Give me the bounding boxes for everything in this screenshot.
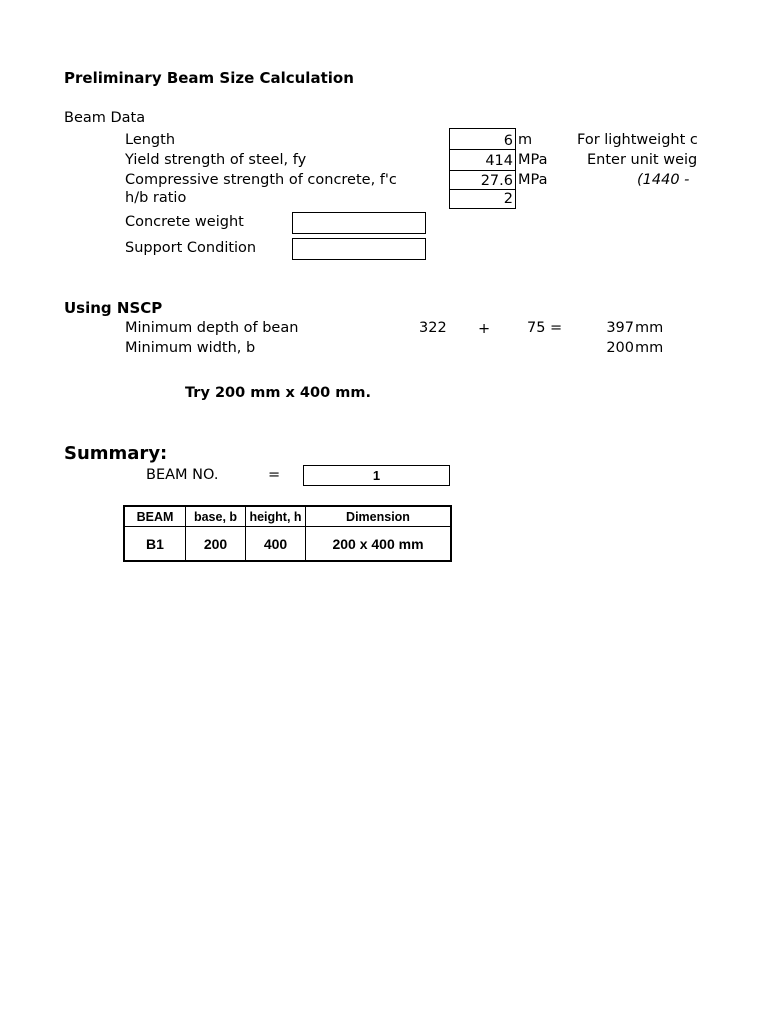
page-title: Preliminary Beam Size Calculation xyxy=(64,69,354,87)
beam-no-label: BEAM NO. xyxy=(146,467,219,483)
plus-sign: + xyxy=(478,321,491,337)
summary-heading: Summary: xyxy=(64,443,168,464)
length-unit: m xyxy=(518,132,533,148)
header-dimension: Dimension xyxy=(306,506,452,527)
fc-unit: MPa xyxy=(518,172,548,188)
concrete-weight-label: Concrete weight xyxy=(125,214,244,230)
length-input[interactable]: 6 xyxy=(449,128,516,150)
fy-unit: MPa xyxy=(518,152,548,168)
beam-no-input[interactable]: 1 xyxy=(303,465,450,486)
support-condition-dropdown[interactable] xyxy=(292,238,426,260)
fc-input[interactable]: 27.6 xyxy=(449,170,516,190)
min-depth-unit: mm xyxy=(635,320,664,336)
cell-height: 400 xyxy=(246,527,306,562)
unit-weight-note: Enter unit weig xyxy=(587,152,698,168)
min-depth-value-b: 75 = xyxy=(527,320,563,336)
min-width-label: Minimum width, b xyxy=(125,340,256,356)
length-label: Length xyxy=(125,132,176,148)
cell-beam-id: B1 xyxy=(124,527,186,562)
fc-label: Compressive strength of concrete, f'c xyxy=(125,172,397,188)
header-height: height, h xyxy=(246,506,306,527)
fy-label: Yield strength of steel, fy xyxy=(125,152,307,168)
cell-base: 200 xyxy=(186,527,246,562)
summary-table xyxy=(123,505,452,562)
header-beam: BEAM xyxy=(124,506,186,527)
unit-weight-range-note: (1440 - xyxy=(637,172,690,188)
hb-input[interactable]: 2 xyxy=(449,189,516,209)
min-depth-label: Minimum depth of bean xyxy=(125,320,299,336)
support-condition-label: Support Condition xyxy=(125,240,257,256)
min-depth-result: 397 xyxy=(606,320,634,336)
fy-input[interactable]: 414 xyxy=(449,149,516,171)
min-depth-value-a: 322 xyxy=(419,320,447,336)
hb-label: h/b ratio xyxy=(125,190,187,206)
try-size-text: Try 200 mm x 400 mm. xyxy=(185,385,371,401)
min-width-result: 200 xyxy=(606,340,634,356)
table-row xyxy=(124,527,451,562)
min-width-unit: mm xyxy=(635,340,664,356)
header-base: base, b xyxy=(186,506,246,527)
concrete-weight-dropdown[interactable] xyxy=(292,212,426,234)
nscp-heading: Using NSCP xyxy=(64,299,163,317)
lightweight-note: For lightweight c xyxy=(577,132,698,148)
beam-data-heading: Beam Data xyxy=(64,110,146,126)
beam-no-equals: = xyxy=(268,467,281,483)
cell-dimension: 200 x 400 mm xyxy=(306,527,452,562)
